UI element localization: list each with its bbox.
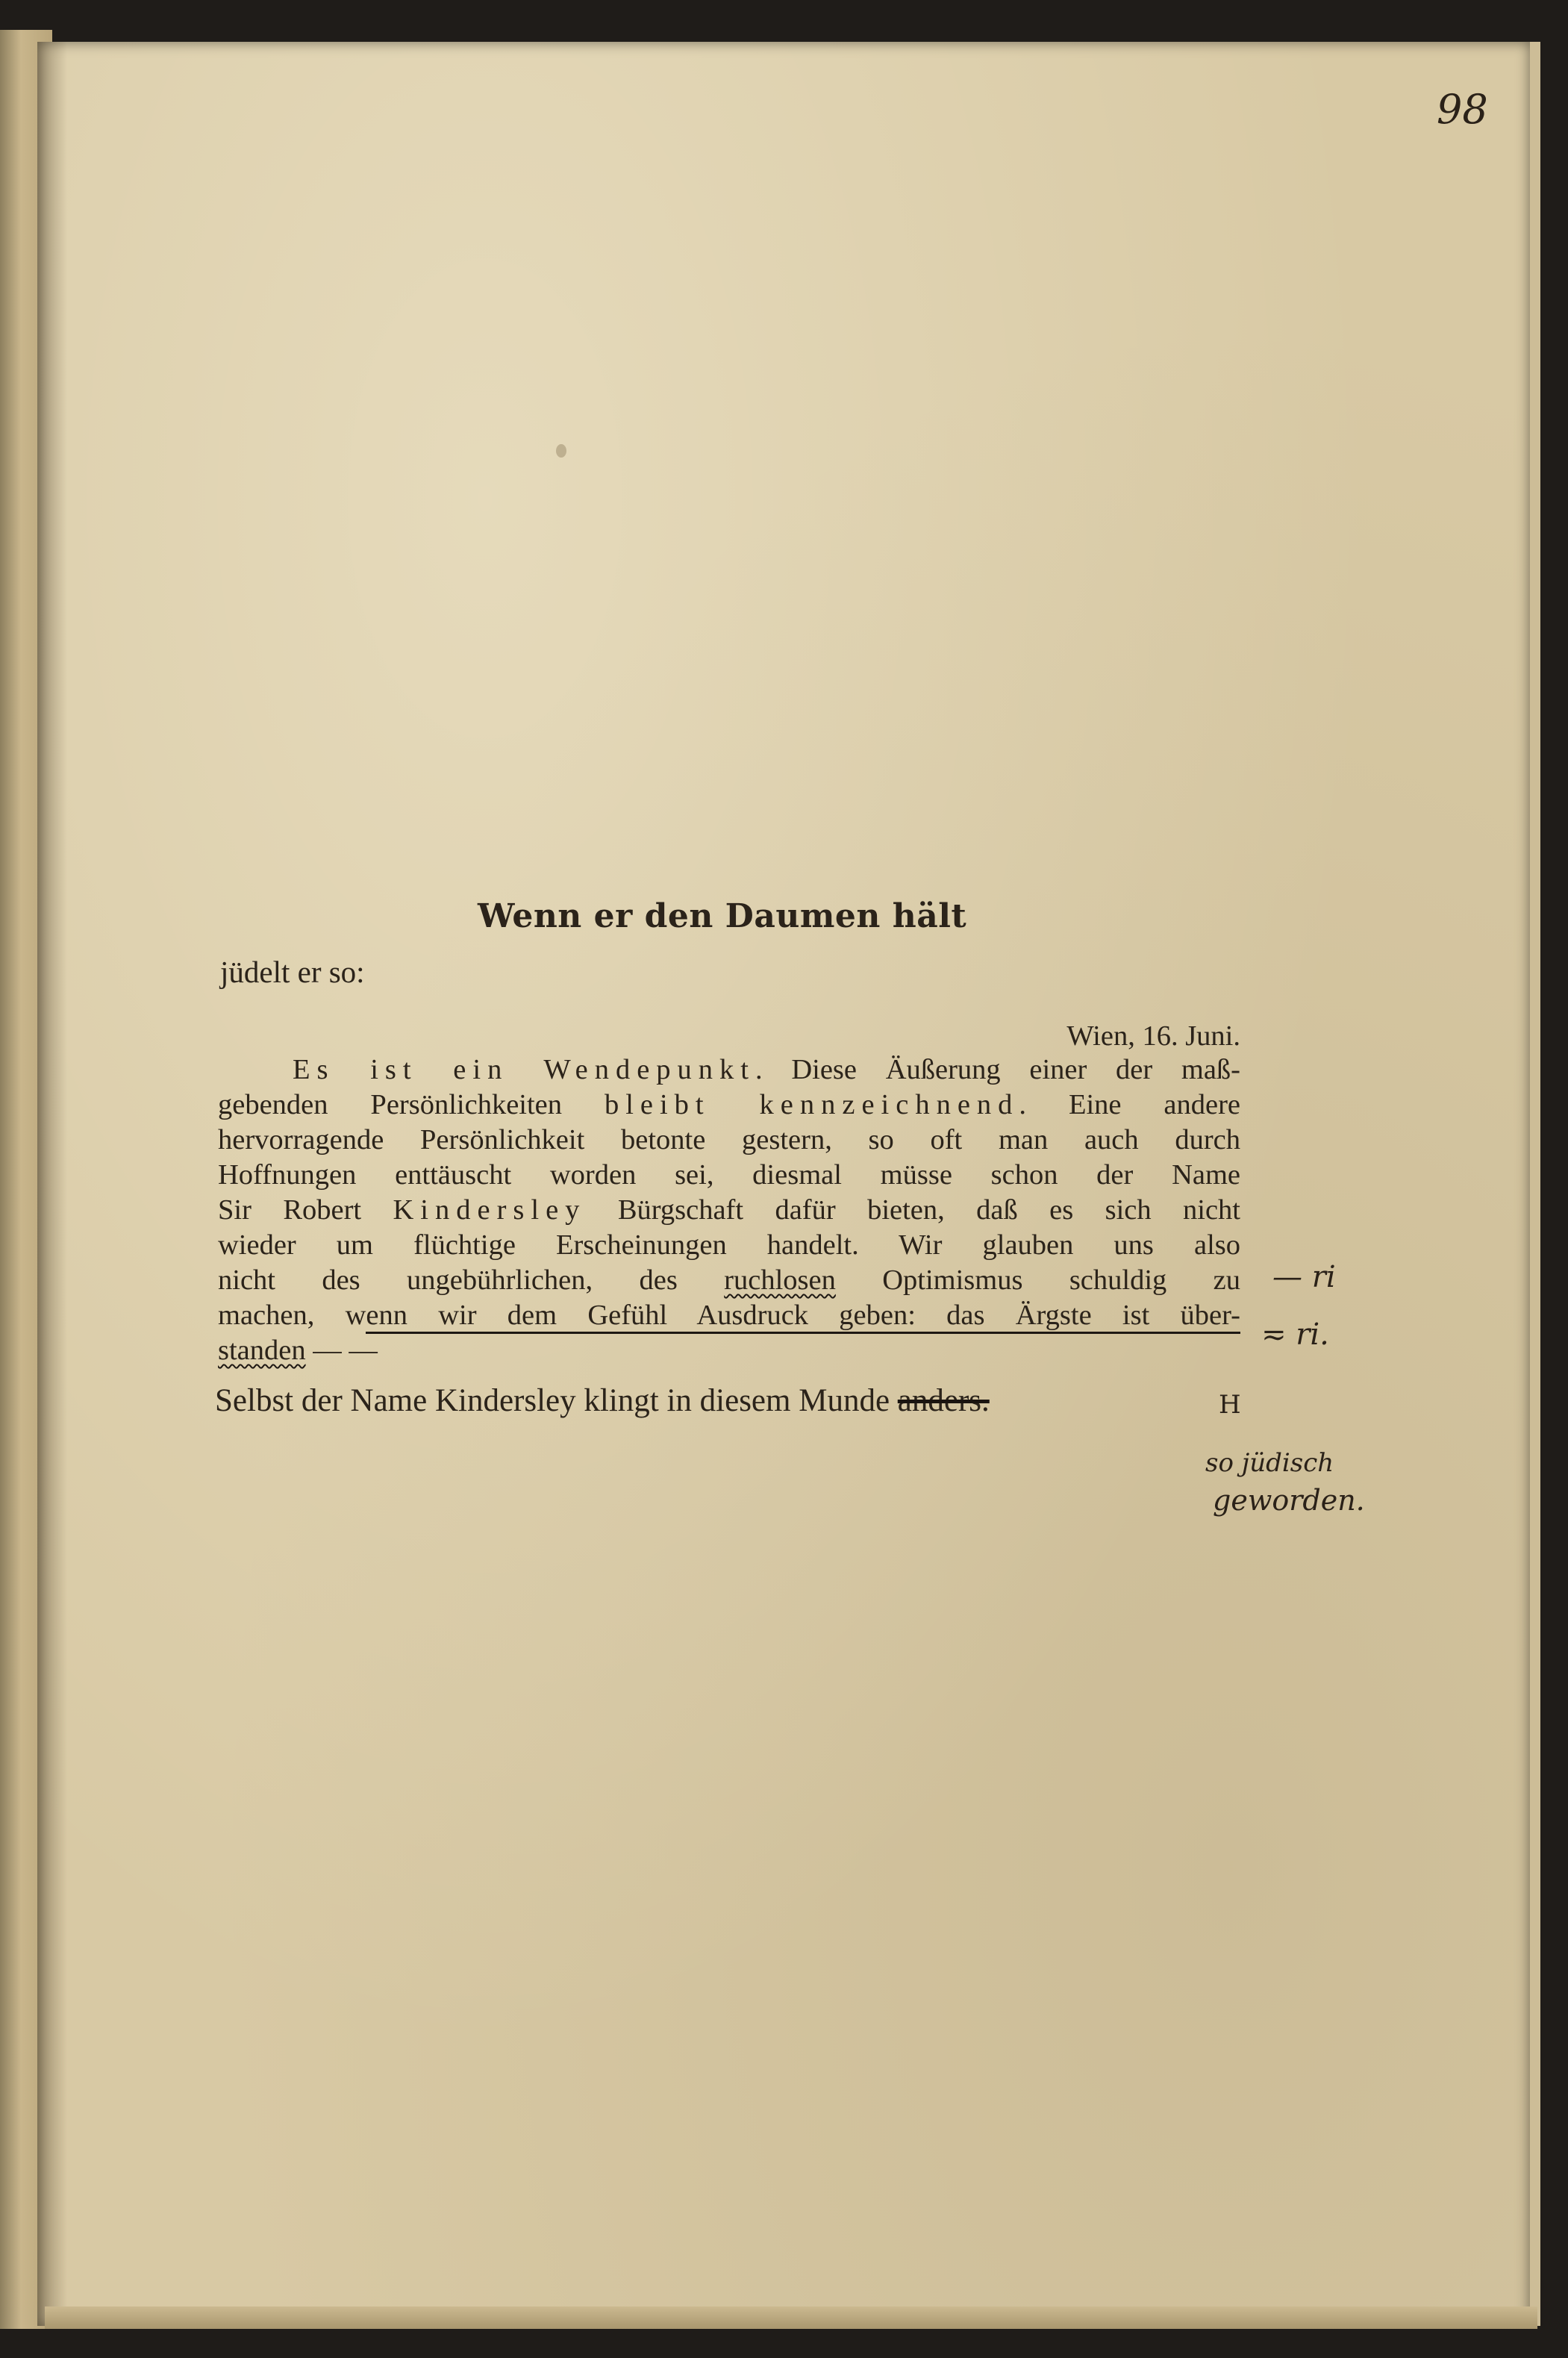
struck-word: anders. xyxy=(897,1383,990,1418)
handwritten-note-line-2: geworden. xyxy=(1213,1484,1365,1517)
gutter-shadow xyxy=(37,42,67,2326)
quote-line-6: wieder um flüchtige Erscheinungen handelt. Wir glauben uns also xyxy=(218,1229,1240,1261)
quote-line-7: nicht des ungebührlichen, des ruchlosen Optimismus schuldig zu xyxy=(218,1264,1240,1296)
dateline: Wien, 16. Juni. xyxy=(1066,1020,1240,1052)
intro-line: jüdelt er so: xyxy=(220,955,365,989)
insertion-mark: H xyxy=(1219,1390,1241,1420)
quoted-passage xyxy=(218,1052,1240,1368)
underlined-word-ruchlosen: ruchlosen xyxy=(724,1264,836,1296)
quote-line-8: machen, wenn wir dem Gefühl Ausdruck geben: das Ärgste ist über- xyxy=(218,1298,1240,1333)
underlined-word-standen: standen xyxy=(218,1335,306,1366)
paper-stain xyxy=(556,444,566,458)
closing-sentence: Selbst der Name Kindersley klingt in diesem Munde anders. xyxy=(215,1383,990,1418)
underlined-phrase: enn wir dem Gefühl Ausdruck geben: das Ärgste ist über- xyxy=(366,1300,1240,1334)
margin-correction-1: — ri xyxy=(1272,1260,1336,1294)
quote-line-1: Es ist ein Wendepunkt. Diese Äußerung einer der maß- xyxy=(293,1054,1240,1085)
quote-line-4: Hoffnungen enttäuscht worden sei, diesmal müsse schon der Name xyxy=(218,1159,1240,1191)
handwritten-note-line-1: so jüdisch xyxy=(1205,1448,1334,1478)
quote-line-9: standen — — xyxy=(218,1335,378,1366)
margin-correction-2: ≂ ri. xyxy=(1261,1317,1329,1352)
page-bottom-edge xyxy=(45,2306,1537,2329)
article-heading: Wenn er den Daumen hält xyxy=(478,897,967,935)
quote-line-3: hervorragende Persönlichkeit betonte gestern, so oft man auch durch xyxy=(218,1124,1240,1155)
quote-line-5: Sir Robert Kindersley Bürgschaft dafür bieten, daß es sich nicht xyxy=(218,1194,1240,1226)
quote-line-2: gebenden Persönlichkeiten bleibt kennzeichnend. Eine andere xyxy=(218,1089,1240,1120)
page-number: 98 xyxy=(1437,86,1488,133)
